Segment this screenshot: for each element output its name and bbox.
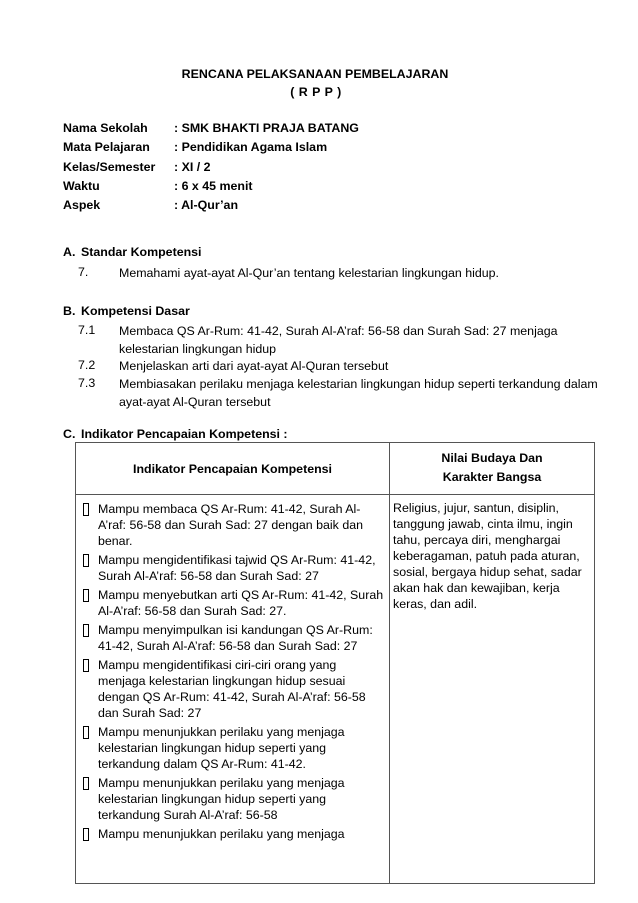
indicator-text: Mampu mengidentifikasi ciri-ciri orang yang menjaga kelestarian lingkungan hidup sesuai dengan QS Ar-Rum: 41-42, Surah Al-A’raf: 56-58 dan Surah Sad: 27: [98, 658, 366, 720]
document-title: RENCANA PELAKSANAAN PEMBELAJARAN: [181, 67, 449, 81]
item-text: Memahami ayat-ayat Al-Qur’an tentang kelestarian lingkungan hidup.: [119, 266, 499, 280]
indicator-item: [82, 552, 385, 584]
item-text: Membiasakan perilaku menjaga kelestarian lingkungan hidup seperti terkandung dalam ayat-ayat Al-Quran tersebut: [119, 377, 598, 409]
info-row-school: [63, 119, 359, 138]
bullet-box-icon: [82, 622, 98, 654]
indicator-item: [82, 622, 385, 654]
bullet-box-icon: [82, 657, 98, 721]
indicator-item: [82, 724, 385, 772]
item-number: 7.: [78, 265, 89, 279]
indicator-item: [82, 587, 385, 619]
column-header-indicators: Indikator Pencapaian Kompetensi: [76, 443, 390, 495]
info-label: Nama Sekolah: [63, 121, 148, 135]
info-row-aspect: [63, 196, 359, 215]
indicator-table: [75, 442, 595, 884]
bullet-box-icon: [82, 587, 98, 619]
bullet-box-icon: [82, 826, 98, 845]
section-c-heading: [63, 427, 288, 441]
info-label: Aspek: [63, 198, 101, 213]
section-letter: C.: [63, 427, 76, 441]
indicator-item: [82, 775, 385, 823]
item-number: 7.2: [78, 358, 96, 372]
indicator-item: [82, 826, 385, 845]
info-value: : XI / 2: [174, 159, 211, 174]
info-row-class: [63, 158, 359, 177]
indicator-item: [82, 657, 385, 721]
section-b-heading: [63, 304, 190, 318]
indicator-text: Mampu menyebutkan arti QS Ar-Rum: 41-42, Surah Al-A’raf: 56-58 dan Surah Sad: 27.: [98, 588, 384, 618]
indicator-cell: [76, 495, 390, 884]
header-line: Karakter Bangsa: [442, 470, 542, 484]
info-label: Waktu: [63, 178, 100, 193]
values-cell: Religius, jujur, santun, disiplin, tanggung jawab, cinta ilmu, ingin tahu, percaya diri, menghargai keberagaman, patuh pada aturan, sosial, bergaya hidup sehat, sadar akan hak dan kewajiban, kerja keras, dan adil.: [390, 495, 595, 884]
item-number: 7.1: [78, 323, 96, 337]
info-label: Mata Pelajaran: [63, 140, 150, 155]
indicator-text: Mampu menunjukkan perilaku yang menjaga kelestarian lingkungan hidup seperti yang terkandung dalam QS Ar-Rum: 41-42.: [98, 725, 345, 771]
bullet-box-icon: [82, 724, 98, 772]
indicator-text: Mampu membaca QS Ar-Rum: 41-42, Surah Al-A’raf: 56-58 dan Surah Sad: 27 dengan baik dan benar.: [98, 502, 363, 548]
item-number: 7.3: [78, 376, 96, 390]
info-row-time: [63, 177, 359, 196]
indicator-text: Mampu mengidentifikasi tajwid QS Ar-Rum: 41-42, Surah Al-A’raf: 56-58 dan Surah Sad: 27: [98, 553, 376, 583]
bullet-box-icon: [82, 501, 98, 549]
info-value: : Pendidikan Agama Islam: [174, 140, 328, 155]
indicator-item: [82, 501, 385, 549]
item-text: Menjelaskan arti dari ayat-ayat Al-Quran tersebut: [119, 359, 389, 373]
bullet-box-icon: [82, 552, 98, 584]
info-value: : SMK BHAKTI PRAJA BATANG: [174, 121, 359, 135]
table-row: [76, 495, 595, 884]
identity-block: [63, 119, 359, 215]
section-title: Indikator Pencapaian Kompetensi :: [81, 427, 288, 441]
section-title: Kompetensi Dasar: [81, 304, 190, 318]
indicator-text: Mampu menunjukkan perilaku yang menjaga: [98, 827, 345, 841]
info-value: : Al-Qur’an: [174, 198, 239, 213]
section-letter: B.: [63, 304, 76, 318]
bullet-box-icon: [82, 775, 98, 823]
document-subtitle: ( R P P ): [290, 85, 342, 99]
info-label: Kelas/Semester: [63, 159, 156, 174]
column-header-values: [390, 443, 595, 495]
section-a-heading: [63, 245, 202, 259]
section-title: Standar Kompetensi: [81, 245, 202, 259]
indicator-text: Mampu menyimpulkan isi kandungan QS Ar-Rum: 41-42, Surah Al-A’raf: 56-58 dan Surah Sad: 27: [98, 623, 373, 653]
header-line: Nilai Budaya Dan: [441, 451, 543, 465]
item-text: Membaca QS Ar-Rum: 41-42, Surah Al-A’raf: 56-58 dan Surah Sad: 27 menjaga kelestarian lingkungan hidup: [119, 324, 558, 356]
indicator-text: Mampu menunjukkan perilaku yang menjaga kelestarian lingkungan hidup seperti yang terkandung Surah Al-A’raf: 56-58: [98, 776, 345, 822]
info-row-subject: [63, 138, 359, 157]
section-letter: A.: [63, 245, 76, 259]
info-value: : 6 x 45 menit: [174, 178, 253, 193]
table-header-row: [76, 443, 595, 495]
